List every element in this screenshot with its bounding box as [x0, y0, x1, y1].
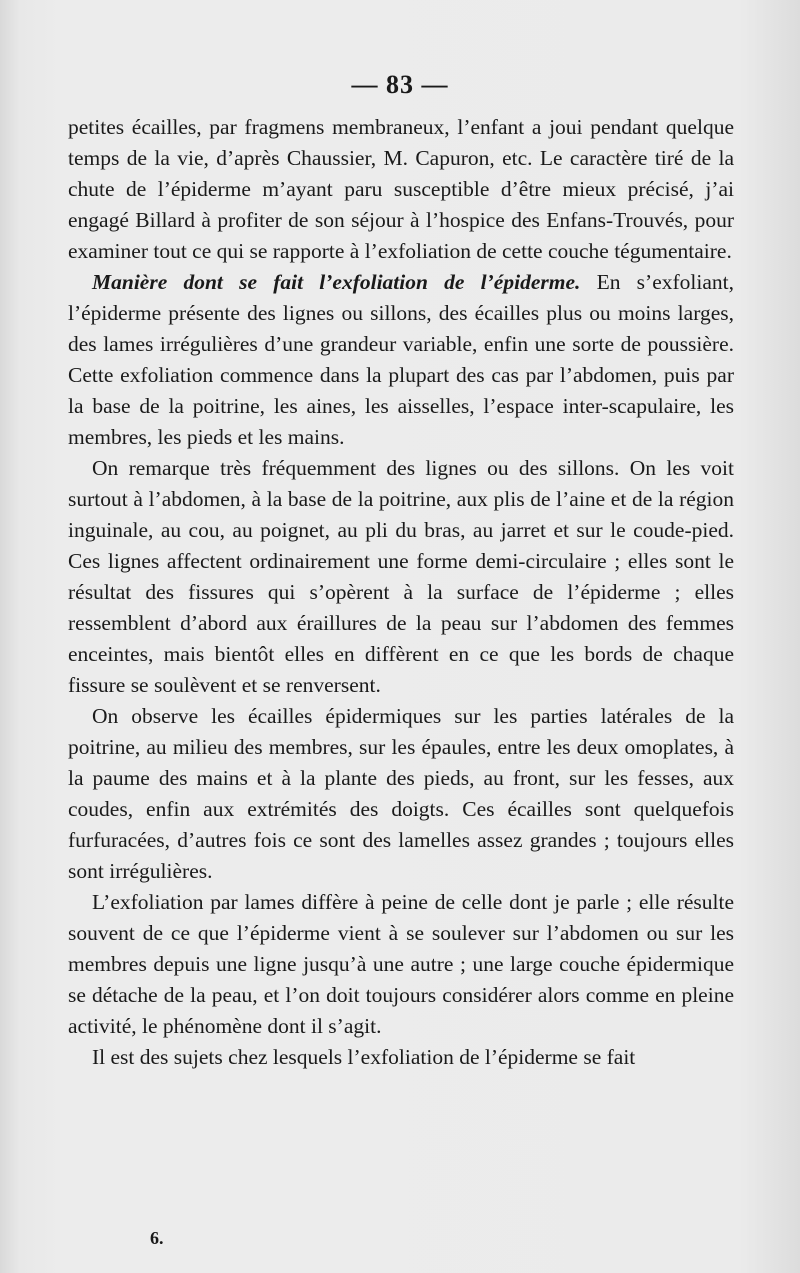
paragraph-5: L’exfoliation par lames diffère à peine de celle dont je parle ; elle résulte souvent de ce que l’épiderme vient à se soulever sur l’abdomen ou sur les membres depuis une ligne jusqu’à une autre ; une large couche épidermique se détache de la peau, et l’on doit toujours considérer alors comme en pleine activité, le phénomène dont il s’agit. — [68, 890, 734, 1038]
body-text — [68, 112, 734, 1073]
paragraph-4: On observe les écailles épidermiques sur les parties latérales de la poitrine, au milieu des membres, sur les épaules, entre les deux omoplates, à la paume des mains et à la plante des pieds, au front, sur les fesses, aux coudes, enfin aux extrémités des doigts. Ces écailles sont quelquefois furfuracées, d’autres fois ce sont des lamelles assez grandes ; toujours elles sont irrégulières. — [68, 704, 734, 883]
signature-mark: 6. — [150, 1228, 164, 1248]
page-number: — 83 — — [351, 70, 449, 99]
paragraph-3: On remarque très fréquemment des lignes ou des sillons. On les voit surtout à l’abdomen, à la base de la poitrine, aux plis de l’aine et de la région inguinale, au cou, au poignet, au pli du bras, au jarret et sur le coude-pied. Ces lignes affectent ordinairement une forme demi-circulaire ; elles sont le résultat des fissures qui s’opèrent à la surface de l’épiderme ; elles ressemblent d’abord aux éraillures de la peau sur l’abdomen des femmes enceintes, mais bientôt elles en diffèrent en ce que les bords de chaque fissure se soulèvent et se renversent. — [68, 456, 734, 697]
paragraph-6: Il est des sujets chez lesquels l’exfoliation de l’épiderme se fait — [92, 1045, 636, 1069]
section-heading: Manière dont se fait l’exfoliation de l’épiderme. — [92, 270, 581, 294]
paragraph-1: petites écailles, par fragmens membraneux, l’enfant a joui pendant quelque temps de la vie, d’après Chaussier, M. Capuron, etc. Le caractère tiré de la chute de l’épiderme m’ayant paru susceptible d’être mieux précisé, j’ai engagé Billard à profiter de son séjour à l’hospice des Enfans-Trouvés, pour examiner tout ce qui se rapporte à l’exfoliation de cette couche tégumentaire. — [68, 115, 734, 263]
paragraph-2-text: En s’exfoliant, l’épiderme présente des lignes ou sillons, des écailles plus ou moins larges, des lames irrégulières d’une grandeur variable, enfin une sorte de poussière. Cette exfoliation commence dans la plupart des cas par l’abdomen, puis par la base de la poitrine, les aines, les aisselles, l’espace inter-scapulaire, les membres, les pieds et les mains. — [68, 270, 734, 449]
paragraph-2 — [68, 267, 734, 453]
